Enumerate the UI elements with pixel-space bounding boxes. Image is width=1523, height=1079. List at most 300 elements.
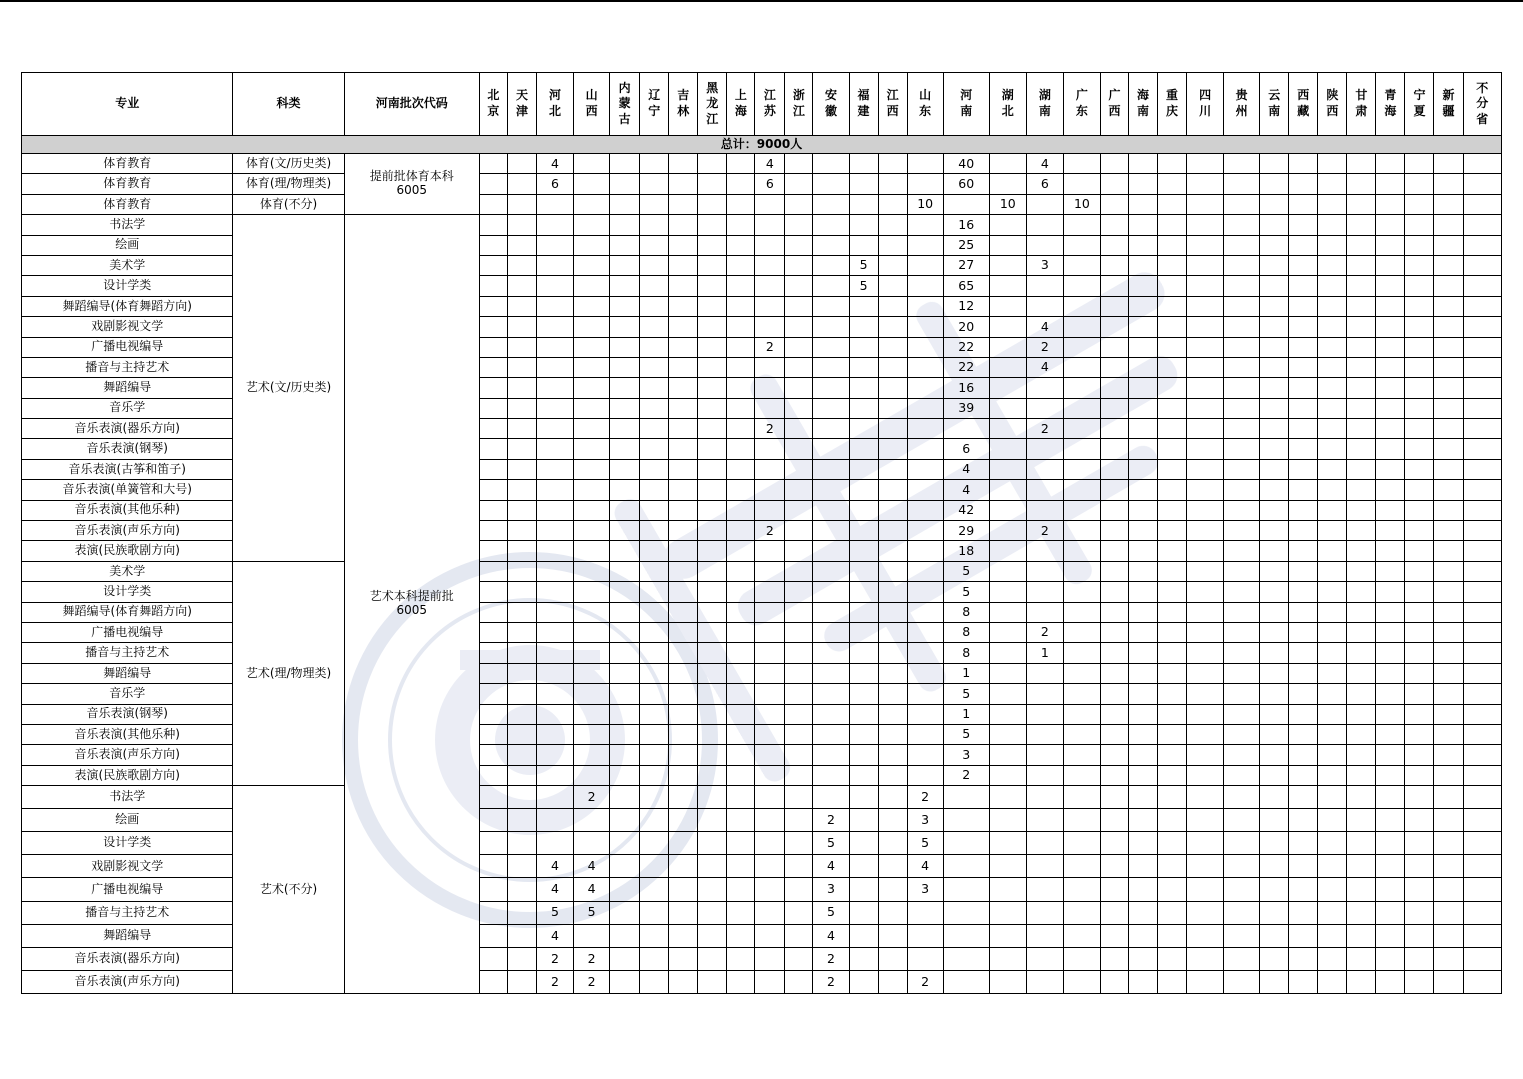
quota-cell: [1318, 809, 1347, 832]
quota-cell: [727, 215, 755, 235]
quota-cell: [610, 582, 640, 602]
quota-cell: 3: [1026, 255, 1063, 275]
quota-cell: [669, 704, 698, 724]
quota-cell: [669, 337, 698, 357]
quota-cell: [698, 878, 727, 901]
quota-cell: [755, 296, 785, 316]
quota-cell: [610, 296, 640, 316]
quota-cell: [1100, 398, 1128, 418]
quota-cell: [813, 174, 849, 194]
quota-cell: [989, 398, 1026, 418]
major-cell: 广播电视编导: [22, 878, 233, 901]
quota-cell: [1318, 439, 1347, 459]
quota-cell: [1187, 745, 1224, 765]
quota-cell: [479, 378, 507, 398]
quota-cell: [878, 765, 907, 785]
quota-cell: [878, 459, 907, 479]
quota-cell: [507, 947, 536, 970]
quota-cell: [1063, 398, 1100, 418]
quota-cell: [1158, 704, 1187, 724]
quota-cell: [1318, 255, 1347, 275]
quota-cell: [1187, 521, 1224, 541]
quota-cell: [479, 317, 507, 337]
quota-cell: [1063, 786, 1100, 809]
quota-cell: [1100, 378, 1128, 398]
quota-cell: [989, 459, 1026, 479]
header-province: 北 京: [479, 73, 507, 136]
quota-cell: [1260, 255, 1289, 275]
quota-cell: [849, 684, 878, 704]
quota-cell: [1224, 663, 1260, 683]
quota-cell: [813, 561, 849, 581]
quota-cell: [1463, 809, 1501, 832]
quota-cell: [1347, 582, 1376, 602]
quota-cell: [1128, 745, 1157, 765]
quota-cell: [537, 684, 574, 704]
quota-cell: [479, 398, 507, 418]
quota-cell: [1289, 855, 1318, 878]
quota-cell: [479, 357, 507, 377]
quota-cell: [785, 459, 813, 479]
quota-cell: [1318, 724, 1347, 744]
quota-cell: [1463, 684, 1501, 704]
quota-cell: [813, 582, 849, 602]
header-province: 青 海: [1376, 73, 1405, 136]
quota-cell: [849, 643, 878, 663]
quota-cell: [1260, 832, 1289, 855]
quota-cell: [698, 765, 727, 785]
quota-cell: [1026, 480, 1063, 500]
quota-cell: [1376, 622, 1405, 642]
quota-cell: [1100, 622, 1128, 642]
quota-cell: [1347, 398, 1376, 418]
header-province: 吉 林: [669, 73, 698, 136]
quota-cell: [1463, 459, 1501, 479]
quota-cell: [1224, 684, 1260, 704]
quota-cell: [907, 521, 943, 541]
quota-cell: [1405, 337, 1434, 357]
quota-cell: [1128, 215, 1157, 235]
quota-cell: [1405, 643, 1434, 663]
quota-cell: [989, 215, 1026, 235]
quota-cell: [574, 765, 610, 785]
quota-cell: [755, 809, 785, 832]
quota-cell: [785, 947, 813, 970]
quota-cell: [1434, 276, 1463, 296]
quota-cell: [1224, 582, 1260, 602]
quota-cell: [698, 174, 727, 194]
quota-cell: [1063, 924, 1100, 947]
quota-cell: [669, 970, 698, 993]
quota-cell: [1224, 724, 1260, 744]
quota-cell: [813, 500, 849, 520]
quota-cell: [610, 500, 640, 520]
quota-cell: [640, 439, 669, 459]
quota-cell: [1376, 924, 1405, 947]
quota-cell: 5: [943, 724, 989, 744]
quota-cell: [1376, 296, 1405, 316]
quota-cell: [1128, 970, 1157, 993]
quota-cell: [1260, 174, 1289, 194]
quota-cell: [1224, 704, 1260, 724]
quota-cell: [610, 194, 640, 214]
quota-cell: [1063, 684, 1100, 704]
quota-cell: [785, 832, 813, 855]
quota-cell: [849, 704, 878, 724]
quota-cell: [1260, 855, 1289, 878]
quota-cell: [1260, 215, 1289, 235]
quota-cell: [1224, 419, 1260, 439]
quota-cell: [1260, 786, 1289, 809]
quota-cell: [849, 855, 878, 878]
quota-cell: [1224, 947, 1260, 970]
major-cell: 体育教育: [22, 174, 233, 194]
major-cell: 体育教育: [22, 194, 233, 214]
quota-cell: [1434, 704, 1463, 724]
quota-cell: [785, 419, 813, 439]
quota-cell: [610, 724, 640, 744]
quota-cell: [727, 809, 755, 832]
major-cell: 书法学: [22, 786, 233, 809]
quota-cell: [1318, 337, 1347, 357]
quota-cell: [785, 235, 813, 255]
quota-cell: [1063, 337, 1100, 357]
major-cell: 音乐表演(钢琴): [22, 704, 233, 724]
quota-cell: [640, 296, 669, 316]
quota-cell: [1376, 521, 1405, 541]
quota-cell: [785, 337, 813, 357]
quota-cell: [507, 878, 536, 901]
quota-cell: 5: [813, 832, 849, 855]
quota-cell: [878, 419, 907, 439]
quota-cell: 4: [574, 855, 610, 878]
quota-cell: 10: [907, 194, 943, 214]
quota-cell: [1128, 255, 1157, 275]
quota-cell: [849, 541, 878, 561]
quota-cell: [1224, 561, 1260, 581]
quota-cell: [1187, 255, 1224, 275]
quota-cell: [574, 255, 610, 275]
quota-cell: [669, 809, 698, 832]
quota-cell: [1158, 745, 1187, 765]
quota-cell: [849, 878, 878, 901]
quota-cell: [1260, 235, 1289, 255]
quota-cell: [640, 704, 669, 724]
quota-cell: [727, 174, 755, 194]
quota-cell: [507, 459, 536, 479]
quota-cell: [640, 459, 669, 479]
quota-cell: 2: [907, 786, 943, 809]
quota-cell: [669, 786, 698, 809]
quota-cell: [574, 357, 610, 377]
quota-cell: [1260, 745, 1289, 765]
quota-cell: [1026, 663, 1063, 683]
quota-cell: [989, 832, 1026, 855]
quota-cell: [1405, 561, 1434, 581]
quota-cell: [785, 378, 813, 398]
header-province: 西 藏: [1289, 73, 1318, 136]
quota-cell: [537, 337, 574, 357]
quota-cell: [1128, 643, 1157, 663]
quota-cell: [1063, 459, 1100, 479]
quota-cell: [1463, 255, 1501, 275]
quota-cell: [943, 832, 989, 855]
quota-cell: 2: [813, 809, 849, 832]
quota-cell: [669, 215, 698, 235]
quota-cell: [785, 521, 813, 541]
quota-cell: [1187, 622, 1224, 642]
quota-cell: [1224, 439, 1260, 459]
quota-cell: [610, 480, 640, 500]
quota-cell: [479, 154, 507, 174]
quota-cell: [1434, 154, 1463, 174]
quota-cell: [1463, 337, 1501, 357]
quota-cell: [878, 194, 907, 214]
quota-cell: 4: [943, 480, 989, 500]
quota-cell: [1128, 337, 1157, 357]
quota-cell: [1318, 947, 1347, 970]
quota-cell: [849, 947, 878, 970]
quota-cell: [1405, 582, 1434, 602]
header-batch: 河南批次代码: [344, 73, 479, 136]
quota-cell: [785, 541, 813, 561]
quota-cell: [878, 480, 907, 500]
quota-cell: [1376, 317, 1405, 337]
quota-cell: [1100, 337, 1128, 357]
quota-cell: [1405, 296, 1434, 316]
quota-cell: [574, 809, 610, 832]
quota-cell: [1063, 561, 1100, 581]
quota-cell: [755, 643, 785, 663]
quota-cell: [813, 602, 849, 622]
quota-cell: [989, 317, 1026, 337]
quota-cell: [785, 663, 813, 683]
quota-cell: 1: [943, 663, 989, 683]
quota-cell: [1224, 398, 1260, 418]
quota-cell: [1187, 855, 1224, 878]
quota-cell: [755, 378, 785, 398]
header-province: 江 苏: [755, 73, 785, 136]
quota-cell: [727, 459, 755, 479]
quota-cell: [640, 582, 669, 602]
quota-cell: [1347, 924, 1376, 947]
category-cell: 艺术(理/物理类): [233, 561, 344, 785]
quota-cell: [1318, 765, 1347, 785]
quota-cell: 2: [813, 947, 849, 970]
quota-cell: [1187, 684, 1224, 704]
quota-cell: [1318, 745, 1347, 765]
quota-cell: [1463, 663, 1501, 683]
quota-cell: [1100, 459, 1128, 479]
quota-cell: [574, 924, 610, 947]
quota-cell: 2: [574, 947, 610, 970]
quota-cell: [1100, 765, 1128, 785]
quota-cell: [1318, 194, 1347, 214]
quota-cell: [1434, 521, 1463, 541]
quota-cell: [1187, 832, 1224, 855]
quota-cell: [878, 154, 907, 174]
quota-cell: [669, 235, 698, 255]
quota-cell: [1376, 724, 1405, 744]
quota-cell: [785, 745, 813, 765]
quota-cell: [813, 154, 849, 174]
quota-cell: [1158, 970, 1187, 993]
quota-cell: [1289, 924, 1318, 947]
quota-cell: [479, 215, 507, 235]
quota-cell: [1260, 419, 1289, 439]
quota-cell: [1376, 765, 1405, 785]
quota-cell: [1128, 684, 1157, 704]
quota-cell: [574, 419, 610, 439]
quota-cell: 3: [907, 878, 943, 901]
quota-cell: [574, 317, 610, 337]
quota-cell: [574, 602, 610, 622]
quota-cell: [1224, 521, 1260, 541]
quota-cell: [727, 663, 755, 683]
quota-cell: [1063, 832, 1100, 855]
quota-cell: [1347, 622, 1376, 642]
quota-cell: [1434, 901, 1463, 924]
quota-cell: [1463, 970, 1501, 993]
quota-cell: [574, 337, 610, 357]
quota-cell: [1376, 500, 1405, 520]
quota-cell: [1318, 786, 1347, 809]
quota-cell: [669, 398, 698, 418]
quota-cell: [1158, 855, 1187, 878]
quota-cell: [1224, 643, 1260, 663]
quota-cell: [698, 582, 727, 602]
major-cell: 音乐表演(其他乐种): [22, 724, 233, 744]
quota-cell: [1376, 439, 1405, 459]
quota-cell: [640, 947, 669, 970]
quota-cell: [1026, 500, 1063, 520]
quota-cell: [907, 459, 943, 479]
quota-cell: [785, 765, 813, 785]
quota-cell: [574, 174, 610, 194]
quota-cell: [755, 215, 785, 235]
quota-cell: [755, 582, 785, 602]
quota-cell: [1289, 602, 1318, 622]
quota-cell: [1128, 947, 1157, 970]
quota-cell: [640, 970, 669, 993]
quota-cell: [813, 215, 849, 235]
quota-cell: [1100, 500, 1128, 520]
quota-cell: [1260, 521, 1289, 541]
quota-cell: [755, 663, 785, 683]
quota-cell: [479, 194, 507, 214]
quota-cell: [1260, 643, 1289, 663]
quota-cell: [1224, 832, 1260, 855]
quota-cell: [537, 832, 574, 855]
major-cell: 音乐表演(单簧管和大号): [22, 480, 233, 500]
quota-cell: 2: [574, 970, 610, 993]
quota-cell: [574, 663, 610, 683]
quota-cell: [479, 521, 507, 541]
quota-cell: [989, 500, 1026, 520]
quota-cell: [727, 970, 755, 993]
quota-cell: [1289, 194, 1318, 214]
quota-cell: [507, 439, 536, 459]
quota-cell: [1224, 602, 1260, 622]
quota-cell: [1187, 215, 1224, 235]
quota-cell: [1376, 684, 1405, 704]
quota-cell: [1128, 378, 1157, 398]
quota-cell: [479, 439, 507, 459]
quota-cell: [1376, 541, 1405, 561]
quota-cell: [507, 704, 536, 724]
quota-cell: [1463, 194, 1501, 214]
quota-cell: [507, 901, 536, 924]
quota-cell: [1405, 235, 1434, 255]
quota-cell: [1128, 276, 1157, 296]
quota-cell: [907, 901, 943, 924]
quota-cell: [727, 194, 755, 214]
table-row: [22, 194, 1502, 214]
quota-cell: [989, 643, 1026, 663]
quota-cell: [878, 878, 907, 901]
quota-cell: 4: [755, 154, 785, 174]
quota-cell: [1128, 194, 1157, 214]
quota-cell: [698, 235, 727, 255]
quota-cell: [1347, 561, 1376, 581]
quota-cell: [1376, 480, 1405, 500]
quota-cell: [574, 276, 610, 296]
quota-cell: 6: [537, 174, 574, 194]
quota-cell: [1289, 786, 1318, 809]
quota-cell: [640, 317, 669, 337]
quota-cell: [1347, 643, 1376, 663]
quota-cell: [727, 924, 755, 947]
quota-cell: [698, 745, 727, 765]
quota-cell: [849, 317, 878, 337]
quota-cell: 3: [813, 878, 849, 901]
quota-cell: [989, 174, 1026, 194]
quota-cell: [1128, 724, 1157, 744]
quota-cell: [1128, 878, 1157, 901]
quota-cell: [537, 724, 574, 744]
quota-cell: [907, 724, 943, 744]
quota-cell: [727, 296, 755, 316]
quota-cell: 29: [943, 521, 989, 541]
quota-cell: [878, 855, 907, 878]
quota-cell: [1187, 924, 1224, 947]
quota-cell: [1289, 832, 1318, 855]
quota-cell: [537, 745, 574, 765]
quota-cell: [1260, 724, 1289, 744]
quota-cell: [989, 622, 1026, 642]
quota-cell: [669, 480, 698, 500]
quota-cell: [1347, 521, 1376, 541]
quota-cell: [669, 561, 698, 581]
quota-cell: 10: [1063, 194, 1100, 214]
quota-cell: [1434, 582, 1463, 602]
quota-cell: [1405, 832, 1434, 855]
quota-cell: [1128, 809, 1157, 832]
quota-cell: [507, 786, 536, 809]
quota-cell: [813, 786, 849, 809]
quota-cell: [669, 901, 698, 924]
quota-cell: [640, 901, 669, 924]
header-province: 河 南: [943, 73, 989, 136]
quota-cell: 2: [574, 786, 610, 809]
quota-cell: [813, 765, 849, 785]
quota-cell: [1026, 215, 1063, 235]
quota-cell: [1100, 704, 1128, 724]
quota-cell: [1463, 235, 1501, 255]
quota-cell: 12: [943, 296, 989, 316]
quota-cell: [785, 901, 813, 924]
quota-cell: [1347, 357, 1376, 377]
